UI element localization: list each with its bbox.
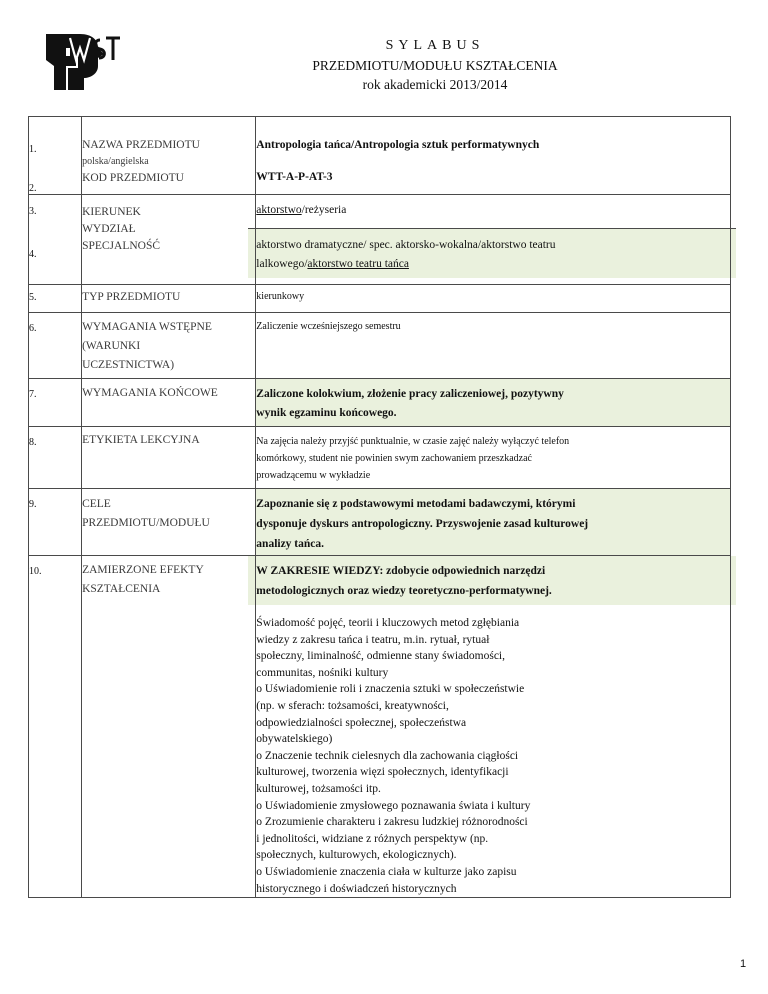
row-value: Zaliczone kolokwium, złożenie pracy zaliczeniowej, pozytywny wynik egzaminu końcowego. [256,379,731,427]
specialty-cell: aktorstwo dramatyczne/ spec. aktorsko-wokalna/aktorstwo teatru lalkowego/aktorstwo teatru tańca [248,228,736,278]
row-value [256,195,731,285]
row-label: TYP PRZEDMIOTU [82,285,256,313]
table-row [29,313,731,379]
outcome-line: o Uświadomienie znaczenia ciała w kulturze jako zapisu [256,865,517,878]
outcome-line: społecznych, kulturowych, ekologicznych). [256,849,457,862]
table-row [29,117,731,195]
document-header [230,36,640,95]
pwst-logo [40,30,126,92]
row-number: 9. [29,489,82,556]
row-number: 6. [29,313,82,379]
row-label: ETYKIETA LEKCYJNA [82,427,256,489]
row-value: kierunkowy [256,285,731,313]
outcome-line: i jednolitości, widziane z różnych perspektyw (np. [256,832,489,845]
direction-selected: aktorstwo [256,204,302,216]
logo-letter-t [106,38,120,60]
row-value [256,556,731,898]
outcome-line: communitas, nośniki kultury [256,666,389,679]
outcome-line: o Uświadomienie zmysłowego poznawania świata i kultury [256,799,531,812]
outcome-line: Świadomość pojęć, teorii i kluczowych metod zgłębiania [256,617,520,629]
row-number: 3. 4. [29,195,82,285]
row-value: Antropologia tańca/Antropologia sztuk performatywnych WTT-A-P-AT-3 [256,117,731,195]
row-number: 5. [29,285,82,313]
table-row [29,195,731,285]
learning-outcomes-list [256,605,730,897]
row-label: CELE PRZEDMIOTU/MODUŁU [82,489,256,556]
table-row [29,427,731,489]
page-number: 1 [740,958,747,970]
outcome-line: wiedzy z zakresu tańca i teatru, m.in. rytuał, rytuał [256,633,490,646]
row-label: ZAMIERZONE EFEKTY KSZTAŁCENIA [82,556,256,898]
outcome-line: obywatelskiego) [256,733,333,746]
row-label: KIERUNEK WYDZIAŁ SPECJALNOŚĆ [82,195,256,285]
table-row [29,379,731,427]
row-value: Na zajęcia należy przyjść punktualnie, w czasie zajęć należy wyłączyć telefon komórkowy, student nie powinien swym zachowaniem przeszkadzać prowadzącemu w wykładzie [256,427,731,489]
row-value: Zaliczenie wcześniejszego semestru [256,313,731,379]
outcome-line: społeczny, liminalność, odmienne stany świadomości, [256,650,505,663]
outcome-line: (np. w sferach: tożsamości, kreatywności, [256,699,449,712]
row-number: 1. 2. [29,117,82,195]
outcome-line: odpowiedzialności społecznej, społeczeństwa [256,716,467,729]
header-academic-year: rok akademicki 2013/2014 [362,77,508,92]
outcome-line: kulturowej, tożsamości itp. [256,782,381,795]
table-row [29,285,731,313]
outcome-line: o Uświadomienie roli i znaczenia sztuki w społeczeństwie [256,683,525,696]
outcome-line: o Znaczenie technik cielesnych dla zachowania ciągłości [256,749,519,762]
row-label: NAZWA PRZEDMIOTU polska/angielska KOD PRZEDMIOTU [82,117,256,195]
syllabus-table [28,116,731,898]
outcome-line: o Zrozumienie charakteru i zakresu ludzkiej różnorodności [256,816,528,829]
row-label: WYMAGANIA KOŃCOWE [82,379,256,427]
outcome-line: kulturowej, tworzenia więzi społecznych, identyfikacji [256,766,509,779]
row-label: WYMAGANIA WSTĘPNE (WARUNKI UCZESTNICTWA) [82,313,256,379]
table-row [29,489,731,556]
row-number: 8. [29,427,82,489]
outcome-line: historycznego i doświadczeń historycznych [256,882,457,895]
header-title: SYLABUS [385,38,485,53]
table-row [29,556,731,898]
row-number: 7. [29,379,82,427]
row-value: Zapoznanie się z podstawowymi metodami badawczymi, którymi dysponuje dyskurs antropologiczny. Przyswojenie zasad kulturowej analizy tańca. [256,489,731,556]
row-number: 10. [29,556,82,898]
direction-other: /reżyseria [301,204,347,216]
header-subtitle: PRZEDMIOTU/MODUŁU KSZTAŁCENIA [312,58,558,73]
knowledge-heading: W ZAKRESIE WIEDZY: zdobycie odpowiednich narzędzi metodologicznych oraz wiedzy teoretyczno-performatywnej. [248,556,736,605]
